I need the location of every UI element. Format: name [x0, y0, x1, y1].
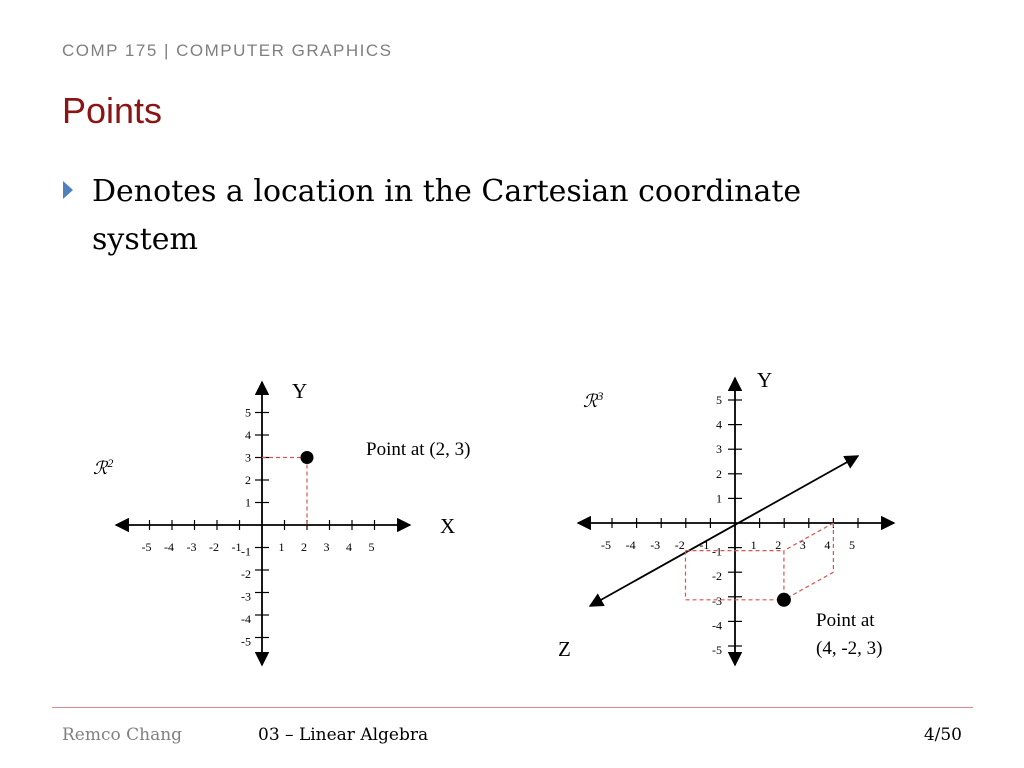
z-axis-3d	[590, 456, 858, 606]
point-caption-3d-line1: Point at	[816, 610, 875, 631]
x-tick-label: -2	[674, 538, 685, 552]
x-tick-label: 3	[799, 538, 806, 552]
y-tick-label: 2	[245, 473, 251, 487]
y-tick-label: 1	[245, 495, 251, 510]
space-label-r3: ℛ$^3$	[583, 389, 604, 411]
y-tick-label: -5	[712, 643, 722, 657]
footer-page-number: 4/50	[923, 725, 962, 745]
x-tick-label: -4	[625, 538, 636, 552]
x-tick-label: -3	[650, 538, 661, 552]
y-tick-label: -5	[241, 634, 251, 649]
point-guide-edge	[784, 572, 834, 600]
x-axis-label-2d: X	[440, 514, 456, 538]
y-tick-label: -4	[712, 618, 722, 633]
point-caption-2d: Point at (2, 3)	[366, 439, 471, 460]
y-axis-label-2d: Y	[292, 379, 308, 403]
diagram-3d	[558, 368, 894, 665]
x-tick-label: -1	[699, 538, 710, 552]
x-tick-label: 2	[301, 540, 307, 554]
y-tick-label: -1	[712, 544, 722, 559]
footer-lecture: 03 – Linear Algebra	[258, 725, 429, 745]
x-tick-label: 1	[750, 538, 757, 552]
x-tick-label: -3	[186, 540, 197, 554]
x-tick-label: 4	[824, 538, 831, 552]
y-axis-label-3d: Y	[757, 368, 773, 392]
x-tick-label: -1	[231, 540, 242, 554]
x-tick-label: 3	[323, 540, 330, 554]
bullet-text: Denotes a location in the Cartesian coordinate system	[92, 174, 802, 257]
footer-divider	[52, 707, 973, 708]
y-tick-label: 3	[716, 442, 722, 457]
point-caption-3d-line2: (4, -2, 3)	[816, 638, 883, 659]
x-tick-label: 5	[368, 540, 375, 554]
y-tick-label: -1	[241, 544, 251, 559]
y-tick-label: 2	[716, 466, 722, 481]
diagram-2d	[93, 379, 471, 665]
x-tick-label: -2	[209, 540, 219, 554]
y-tick-label: -3	[712, 593, 722, 608]
y-tick-label: -2	[241, 567, 251, 581]
x-tick-label: 5	[849, 538, 855, 552]
y-tick-label: 1	[716, 491, 722, 506]
point-marker-3d	[777, 593, 791, 607]
footer-author: Remco Chang	[62, 725, 183, 745]
y-tick-label: 5	[245, 405, 251, 420]
x-tick-label: -5	[601, 538, 611, 552]
y-tick-label: -4	[241, 612, 251, 626]
y-tick-label: -3	[241, 589, 251, 604]
z-axis-label-3d: Z	[558, 637, 571, 661]
space-label-r2: ℛ$^2$	[93, 456, 114, 478]
slide-title: Points	[62, 90, 163, 131]
x-tick-label: -4	[164, 540, 174, 554]
y-tick-label: 4	[245, 428, 251, 442]
point-guide-box	[686, 523, 834, 600]
y-tick-label: 4	[716, 417, 722, 432]
course-header: COMP 175 | COMPUTER GRAPHICS	[62, 41, 393, 60]
y-tick-label: 5	[716, 393, 722, 407]
point-marker-2d	[301, 451, 314, 464]
y-tick-label: -2	[712, 569, 722, 584]
y-tick-label: 3	[245, 450, 251, 465]
x-tick-label: 4	[346, 540, 352, 554]
x-tick-label: -5	[141, 540, 152, 554]
x-tick-label: 2	[775, 538, 782, 552]
x-tick-label: 1	[278, 540, 285, 554]
